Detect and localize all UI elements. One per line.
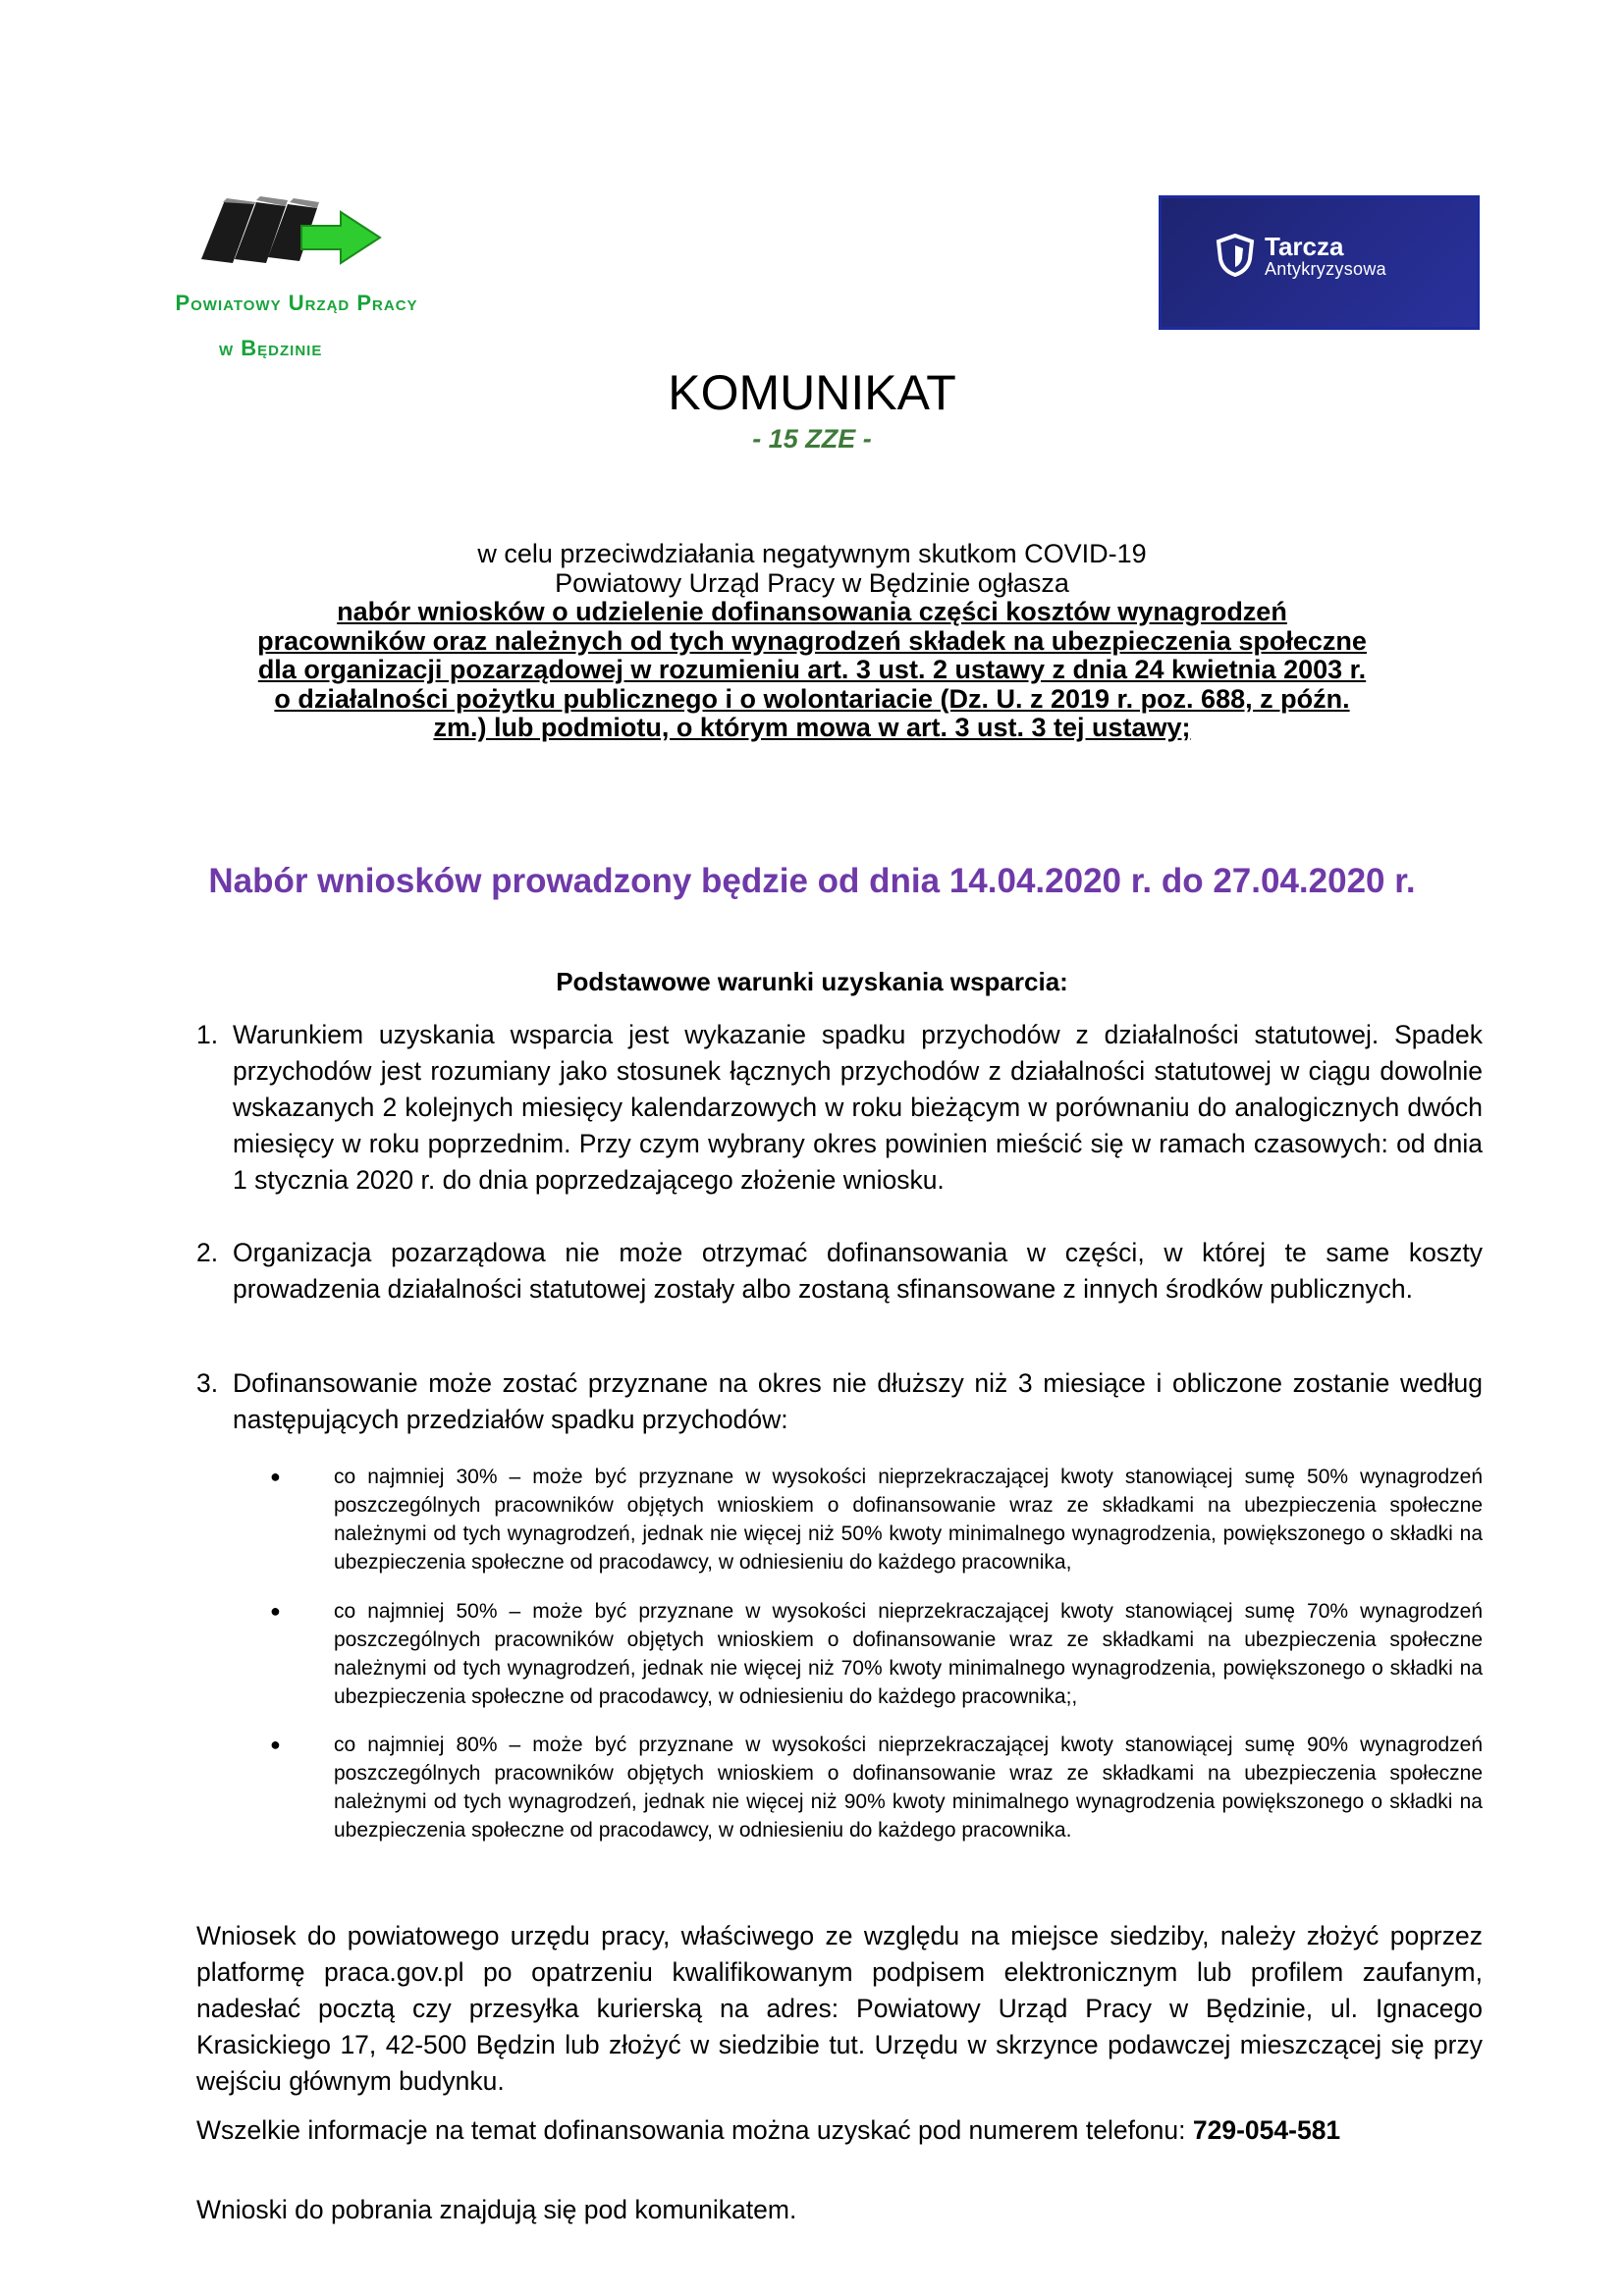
condition-text: Warunkiem uzyskania wsparcia jest wykazanie spadku przychodów z działalności statutowej. Spadek przychodów jest rozumiany jako stosunek łącznych przychodów z działalności statutowej w ciągu dowolnie wskazanych 2 kolejnych miesięcy kalendarzowych w roku bieżącym w porównaniu do analogicznych dwóch miesięcy w roku poprzednim. Przy czym wybrany okres powinien mieścić się w ramach czasowych: od dnia 1 stycznia 2020 r. do dnia poprzedzającego złożenie wniosku. xyxy=(233,1020,1483,1195)
condition-text: Organizacja pozarządowa nie może otrzymać dofinansowania w części, w której te same koszty prowadzenia działalności statutowej zostały albo zostaną sfinansowane z innych środków publicznych. xyxy=(233,1238,1483,1304)
office-name-line2: w Będzinie xyxy=(219,336,323,360)
condition-text: Dofinansowanie może zostać przyznane na okres nie dłuższy niż 3 miesiące i obliczone zostanie według następujących przedziałów spadku przychodów: xyxy=(233,1368,1483,1434)
intro-line-2: Powiatowy Urząd Pracy w Będzinie ogłasza xyxy=(555,567,1069,598)
intro-underlined-line: o działalności pożytku publicznego i o wolontariacie (Dz. U. z 2019 r. poz. 688, z późn. xyxy=(274,683,1350,714)
condition-number: 3. xyxy=(196,1368,219,1398)
bullet-text: co najmniej 80% – może być przyznane w wysokości nieprzekraczającej kwoty stanowiącej sumę 90% wynagrodzeń poszczególnych pracowników objętych wnioskiem o dofinansowanie wraz ze składkami na ubezpieczenia społeczne należnymi od tych wynagrodzeń, jednak nie więcej niż 90% kwoty minimalnego wynagrodzenia powiększonego o składki na ubezpieczenia społeczne od pracodawcy, w odniesieniu do każdego pracownika. xyxy=(334,1734,1483,1842)
condition-item xyxy=(196,1235,1483,1308)
phone-number: 729-054-581 xyxy=(1192,2115,1341,2145)
condition-item xyxy=(196,1017,1483,1199)
shield-icon xyxy=(1216,234,1255,277)
condition-number: 1. xyxy=(196,1020,219,1049)
intro-line-1: w celu przeciwdziałania negatywnym skutkom COVID-19 xyxy=(477,539,1147,568)
badge-subtitle: Antykryzysowa xyxy=(1265,259,1386,279)
condition-number: 2. xyxy=(196,1238,219,1267)
bullet-text: co najmniej 50% – może być przyznane w wysokości nieprzekraczającej kwoty stanowiącej sumę 70% wynagrodzeń poszczególnych pracowników objętych wnioskiem o dofinansowanie wraz ze składkami na ubezpieczenia społeczne należnymi od tych wynagrodzeń, jednak nie więcej niż 70% kwoty minimalnego wynagrodzenia, powiększonego o składki na ubezpieczenia społeczne od pracodawcy, w odniesieniu do każdego pracownika;, xyxy=(334,1600,1483,1708)
application-period: Nabór wniosków prowadzony będzie od dnia 14.04.2020 r. do 27.04.2020 r. xyxy=(208,862,1416,900)
tarcza-antykryzysowa-badge xyxy=(1159,195,1480,330)
bullet-dot-icon: ● xyxy=(270,1735,281,1754)
contact-info-text: Wszelkie informacje na temat dofinansowania można uzyskać pod numerem telefonu: xyxy=(196,2115,1193,2145)
contact-info xyxy=(196,2112,1483,2149)
bullet-dot-icon: ● xyxy=(270,1467,281,1486)
application-instructions: Wniosek do powiatowego urzędu pracy, właściwego ze względu na miejsce siedziby, należy złożyć poprzez platformę praca.gov.pl po opatrzeniu kwalifikowanym podpisem elektronicznym lub profilem zaufanym, nadesłać pocztą czy przesyłka kurierską na adres: Powiatowy Urząd Pracy w Będzinie, ul. Ignacego Krasickiego 17, 42-500 Będzin lub złożyć w siedzibie tut. Urzędu w skrzynce podawczej mieszczącej się przy wejściu głównym budynku. xyxy=(196,1921,1483,2096)
intro-underlined-line: dla organizacji pozarządowej w rozumieniu art. 3 ust. 2 ustawy z dnia 24 kwietnia 2003 r. xyxy=(257,655,1367,684)
downloads-note: Wnioski do pobrania znajdują się pod komunikatem. xyxy=(196,2195,797,2224)
page-title: KOMUNIKAT xyxy=(668,365,956,420)
badge-title: Tarcza xyxy=(1265,232,1344,261)
bullet-item xyxy=(270,1463,1483,1576)
conditions-heading: Podstawowe warunki uzyskania wsparcia: xyxy=(556,967,1068,996)
intro-underlined-line: nabór wniosków o udzielenie dofinansowania części kosztów wynagrodzeń xyxy=(337,597,1287,626)
intro-underlined-line: zm.) lub podmiotu, o którym mowa w art. 3 ust. 3 tej ustawy; xyxy=(433,713,1191,742)
office-name xyxy=(123,281,476,371)
office-logo-cards-arrow-icon xyxy=(193,188,390,267)
office-name-line1: Powiatowy Urząd Pracy xyxy=(175,291,418,315)
intro-underlined-line: pracowników oraz należnych od tych wynagrodzeń składek na ubezpieczenia społeczne xyxy=(257,625,1367,656)
bullet-text: co najmniej 30% – może być przyznane w wysokości nieprzekraczającej kwoty stanowiącej sumę 50% wynagrodzeń poszczególnych pracowników objętych wnioskiem o dofinansowanie wraz ze składkami na ubezpieczenia społeczne należnymi od tych wynagrodzeń, jednak nie więcej niż 50% kwoty minimalnego wynagrodzenia, powiększonego o składki na ubezpieczenia społeczne od pracodawcy, w odniesieniu do każdego pracownika, xyxy=(334,1466,1483,1574)
bullet-dot-icon: ● xyxy=(270,1601,281,1621)
bullet-item xyxy=(270,1731,1483,1844)
bullet-item xyxy=(270,1597,1483,1711)
announcement-code: - 15 ZZE - xyxy=(752,424,872,454)
intro-block xyxy=(177,540,1447,743)
condition-item xyxy=(196,1365,1483,1438)
office-logo xyxy=(123,188,476,360)
